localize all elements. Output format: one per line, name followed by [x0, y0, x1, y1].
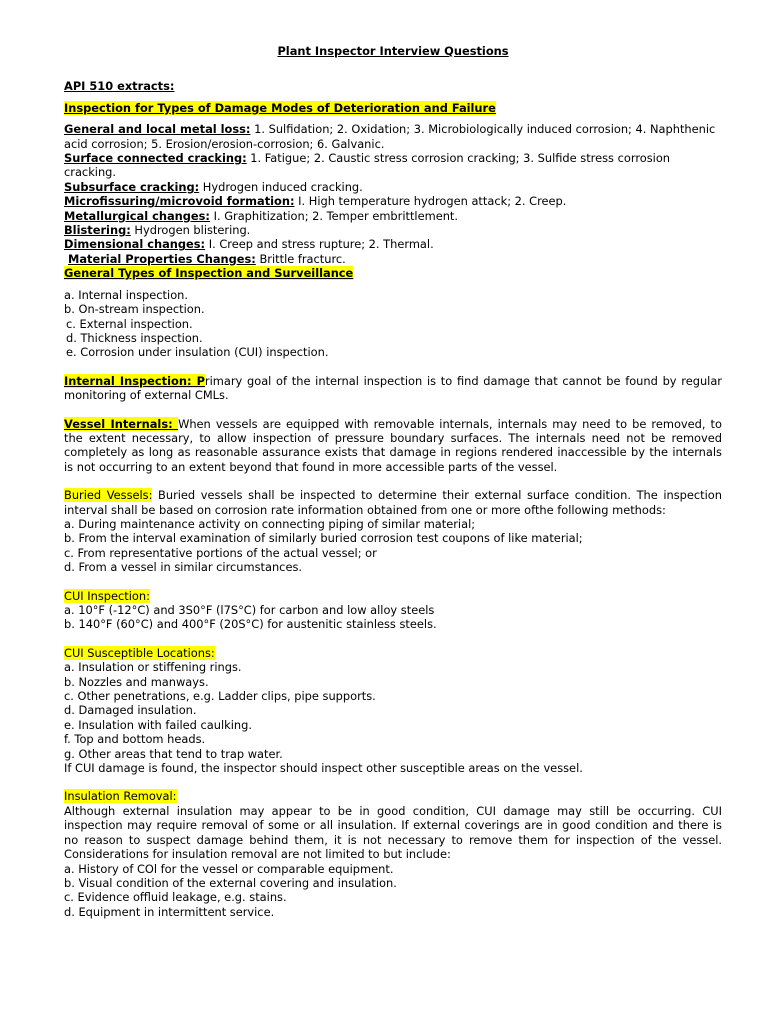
list-item: e. Corrosion under insulation (CUI) inspection.: [66, 345, 329, 360]
damage-item: Microfissuring/microvoid formation: I. High temperature hydrogen attack; 2. Creep.: [64, 194, 567, 209]
list-item: c. Other penetrations, e.g. Ladder clips, pipe supports.: [64, 689, 376, 704]
list-item: b. On-stream inspection.: [64, 302, 205, 317]
damage-item: Blistering: Hydrogen blistering.: [64, 223, 251, 238]
cui-note: If CUI damage is found, the inspector should inspect other susceptible areas on the vessel.: [64, 761, 583, 776]
list-item: d. From a vessel in similar circumstances.: [64, 560, 303, 575]
inspection-types-heading: General Types of Inspection and Surveillance: [64, 266, 354, 281]
document-page: [64, 44, 722, 919]
damage-item: General and local metal loss: 1. Sulfidation; 2. Oxidation; 3. Microbiologically induced corrosion; 4. Naphthenic acid corrosion; 5. Erosion/erosion-corrosion; 6. Galvanic.: [64, 122, 716, 151]
damage-item: Surface connected cracking: 1. Fatigue; 2. Caustic stress corrosion cracking; 3. Sulfide stress corrosion cracking.: [64, 151, 671, 180]
internal-inspection-paragraph: Internal Inspection: Primary goal of the internal inspection is to find damage that cannot be found by regular monitoring of external CMLs.: [64, 373, 722, 403]
list-item: d. Thickness inspection.: [66, 330, 203, 345]
list-item: c. External inspection.: [66, 316, 193, 331]
list-item: d. Equipment in intermittent service.: [64, 904, 275, 919]
list-item: b. From the interval examination of similarly buried corrosion test coupons of like material;: [64, 531, 583, 546]
buried-vessels-paragraph: Buried Vessels: Buried vessels shall be inspected to determine their external surface condition. The inspection interval shall be based on corrosion rate information obtained from one or more ofthe following methods:: [64, 488, 722, 517]
list-item: b. Visual condition of the external covering and insulation.: [64, 875, 397, 890]
damage-list: [64, 122, 722, 266]
damage-item: Material Properties Changes: Brittle fracturc.: [68, 251, 346, 266]
list-item: a. History of COl for the vessel or comparable equipment.: [64, 861, 394, 876]
api-heading: API 510 extracts:: [64, 79, 175, 94]
list-item: b. 140°F (60°C) and 400°F (20S°C) for austenitic stainless steels.: [64, 617, 437, 632]
list-item: a. Insulation or stiffening rings.: [64, 660, 242, 675]
insulation-removal-paragraph: Although external insulation may appear to be in good condition, CUI damage may still be occurring. CUI inspection may require removal of some or all insulation. If external coverings are in good condition and there is no reason to suspect damage behind them, it is not necessary to remove them for inspection of the vessel. Considerations for insulation removal are not limited to but include:: [64, 803, 722, 862]
list-item: a. During maintenance activity on connecting piping of similar material;: [64, 516, 476, 531]
document-title: Plant Inspector Interview Questions: [277, 44, 509, 58]
vessel-internals-paragraph: Vessel Internals: When vessels are equipped with removable internals, internals may need to be removed, to the extent necessary, to allow inspection of pressure boundary surfaces. The internals need not be removed completely as long as reasonable assurance exists that damage in regions rendered inaccessible by the internals is not occurring to an extent beyond that found in more accessible parts of the vessel.: [64, 416, 722, 474]
list-item: a. 10°F (-12°C) and 3S0°F (l7S°C) for carbon and low alloy steels: [64, 603, 435, 617]
damage-item: Subsurface cracking: Hydrogen induced cracking.: [64, 179, 363, 194]
cui-inspection-label: CUI Inspection:: [64, 588, 150, 603]
damage-section-heading: Inspection for Types of Damage Modes of Deterioration and Failure: [64, 100, 496, 115]
list-item: a. Internal inspection.: [64, 287, 189, 302]
damage-item: Dimensional changes: I. Creep and stress rupture; 2. Thermal.: [64, 237, 434, 252]
buried-vessels-label: Buried Vessels:: [64, 488, 153, 503]
cui-locations-label: CUI Susceptible Locations:: [64, 645, 215, 660]
inspection-types-list: [64, 288, 722, 360]
list-item: g. Other areas that tend to trap water.: [64, 746, 283, 761]
internal-inspection-label: Internal Inspection: P: [64, 373, 205, 388]
damage-item: Metallurgical changes: I. Graphitization; 2. Temper embrittlement.: [64, 208, 459, 223]
list-item: b. Nozzles and manways.: [64, 674, 209, 689]
list-item: e. Insulation with failed caulking.: [64, 717, 252, 732]
list-item: c. Evidence offluid leakage, e.g. stains.: [64, 890, 287, 905]
insulation-removal-label: Insulation Removal:: [64, 789, 177, 804]
list-item: f. Top and bottom heads.: [64, 732, 206, 747]
list-item: d. Damaged insulation.: [64, 703, 197, 718]
vessel-internals-label: Vessel Internals:: [64, 416, 179, 431]
list-item: c. From representative portions of the actual vessel; or: [64, 545, 377, 560]
